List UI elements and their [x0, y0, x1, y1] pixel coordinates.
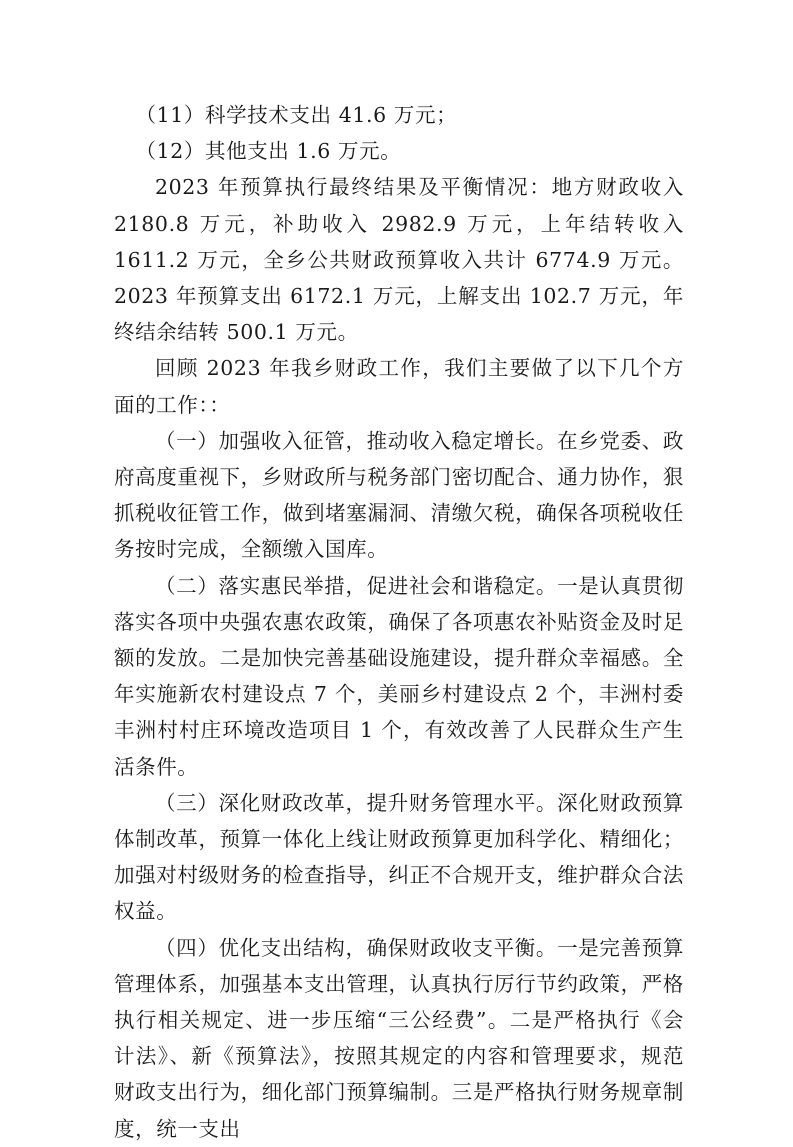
paragraph-section-2: （二）落实惠民举措，促进社会和谐稳定。一是认真贯彻落实各项中央强农惠农政策，确保了各项惠农补贴资金及时足额的发放。二是加快完善基础设施建设，提升群众幸福感。全年实施新农村建设点 7 个，美丽乡村建设点 2 个，丰洲村委丰洲村村庄环境改造项目 1 个，有效改善了人民群众生产生活条件。	[114, 573, 684, 779]
paragraph-review-intro: 回顾 2023 年我乡财政工作，我们主要做了以下几个方面的工作：：	[114, 356, 684, 417]
paragraph-section-1: （一）加强收入征管，推动收入稳定增长。在乡党委、政府高度重视下，乡财政所与税务部门密切配合、通力协作，狠抓税收征管工作，做到堵塞漏洞、清缴欠税，确保各项税收任务按时完成，全额缴入国库。	[114, 428, 684, 562]
paragraph-budget-result: 2023 年预算执行最终结果及平衡情况：地方财政收入 2180.8 万元，补助收入 2982.9 万元，上年结转收入 1611.2 万元，全乡公共财政预算收入共计 6774.9 万元。2023 年预算支出 6172.1 万元，上解支出 102.7 万元，年终结余结转 500.1 万元。	[114, 175, 684, 345]
paragraph-item-12: （12）其他支出 1.6 万元。	[135, 139, 402, 164]
paragraph-section-4: （四）优化支出结构，确保财政收支平衡。一是完善预算管理体系，加强基本支出管理，认真执行厉行节约政策，严格执行相关规定、进一步压缩“三公经费”。二是严格执行《会计法》、新《预算法》，按照其规定的内容和管理要求，规范财政支出行为，细化部门预算编制。三是严格执行财务规章制度，统一支出	[114, 935, 684, 1141]
paragraph-item-11: （11）科学技术支出 41.6 万元；	[135, 103, 458, 127]
paragraph-section-3: （三）深化财政改革，提升财务管理水平。深化财政预算体制改革，预算一体化上线让财政预算更加科学化、精细化；加强对村级财务的检查指导，纠正不合规开支，维护群众合法权益。	[114, 790, 684, 924]
